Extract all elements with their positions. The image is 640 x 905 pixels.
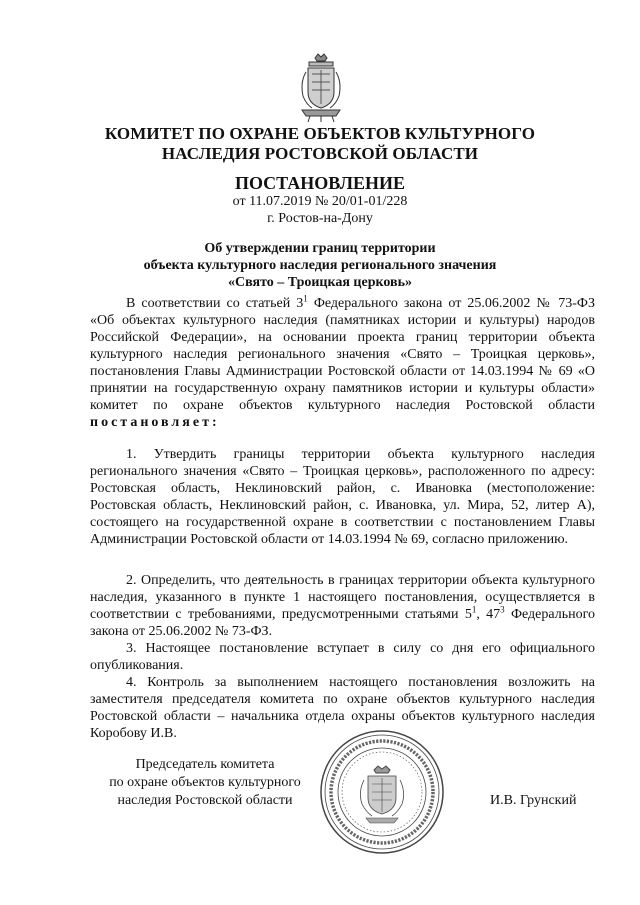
item2-part2: , 47 (476, 607, 501, 622)
official-seal-icon (318, 728, 446, 856)
item2-part1: 2. Определить, что деятельность в границах территории объекта культурного наследия, указанного в пункте 1 настоящего постановления, осуществляется в соответствии с требованиями, предусмотренными статьями 5 (90, 573, 595, 622)
organization-title (80, 124, 560, 164)
subject-line2: объекта культурного наследия регионального значения (143, 258, 497, 273)
signer-title-line3: наследия Ростовской области (117, 793, 293, 808)
subject-line3: «Свято – Троицкая церковь» (228, 275, 412, 290)
document-subject (110, 240, 530, 291)
item-paragraph-3: 3. Настоящее постановление вступает в силу со дня его официального опубликования. (90, 641, 595, 673)
org-title-line1: КОМИТЕТ ПО ОХРАНЕ ОБЪЕКТОВ КУЛЬТУРНОГО (104, 124, 536, 143)
signer-title-line2: по охране объектов культурного (109, 775, 301, 790)
signer-name: И.В. Грунский (490, 793, 577, 808)
document-meta (120, 193, 520, 227)
intro-paragraph (90, 295, 595, 431)
item2-part3: Федерального закона от 25.06.2002 № 73-ФЗ. (90, 607, 595, 639)
org-title-line2: НАСЛЕДИЯ РОСТОВСКОЙ ОБЛАСТИ (161, 144, 479, 163)
item-paragraph-1: 1. Утвердить границы территории объекта культурного наследия регионального значения «Свято – Троицкая церковь», расположенного по адресу: Ростовская область, Неклиновский район, с. Ивановка (местоположение: Ростовская область, Неклиновский район, с. Ивановка, ул. Мира, 52, литер А), состоящего на государственной охране в соответствии с постановлением Главы Администрации Ростовской области от 14.03.1994 № 69, согласно приложению. (90, 447, 595, 547)
item2-sup2: 3 (500, 604, 505, 615)
intro-superscript: 1 (303, 293, 308, 304)
signer-title (100, 756, 310, 810)
subject-line1: Об утверждении границ территории (204, 241, 436, 256)
document-city: г. Ростов-на-Дону (267, 211, 373, 226)
intro-text-part1: В соответствии со статьей 3 (126, 296, 304, 311)
item-paragraph-4: 4. Контроль за выполнением настоящего постановления возложить на заместителя председателя комитета по охране объектов культурного наследия Ростовской области – начальника отдела охраны объектов культурного наследия Коробову И.В. (90, 675, 595, 741)
signer-title-line1: Председатель комитета (135, 757, 275, 772)
document-number: от 11.07.2019 № 20/01-01/228 (232, 194, 408, 209)
document-type: ПОСТАНОВЛЕНИЕ (234, 173, 406, 193)
item-paragraph-2 (90, 572, 595, 640)
intro-text-part2: Федерального закона от 25.06.2002 № 73-ФЗ «Об объектах культурного наследия (памятниках истории и культуры) народов Российской Федерации», на основании проекта границ территории объекта культурного наследия регионального значения «Свято – Троицкая церковь», постановления Главы Администрации Ростовской области от 14.03.1994 № 69 «О принятии на государственную охрану памятников истории и культуры области» комитет по охране объектов культурного наследия Ростовской области (90, 296, 595, 413)
resolves-word: постановляет: (90, 415, 220, 430)
coat-of-arms-icon (296, 52, 346, 124)
item2-sup1: 1 (471, 604, 477, 615)
